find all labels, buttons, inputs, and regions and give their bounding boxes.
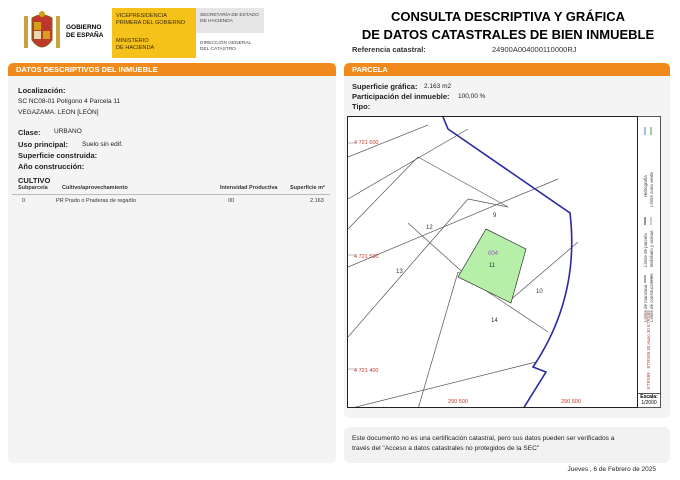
ministry-band: VICEPRESIDENCIA PRIMERA DEL GOBIERNO MINISTERIO DE HACIENDA bbox=[112, 8, 196, 58]
parcel-boundaries bbox=[348, 125, 578, 408]
projection-label: ETRS89 · ETRS89 30 Huso 30 ETRS89 bbox=[646, 310, 651, 389]
parcel-9-label: 9 bbox=[493, 213, 497, 219]
x-coord-2: 290 600 bbox=[561, 399, 581, 405]
x-coord-1: 290 500 bbox=[448, 399, 468, 405]
spain-coat-of-arms-icon bbox=[22, 10, 62, 56]
table-row-area: 2.163 bbox=[310, 198, 324, 204]
y-coord-2: 4 721 500 bbox=[354, 254, 379, 260]
crop-section-title: CULTIVO bbox=[18, 176, 51, 185]
parcel-11-label: 11 bbox=[489, 263, 496, 269]
legend-hydro: Hidrografía bbox=[643, 175, 648, 197]
use-value: Suelo sin edif. bbox=[82, 141, 123, 148]
government-label: GOBIERNO DE ESPAÑA bbox=[66, 24, 104, 39]
legend-parcel: Límite de parcela bbox=[643, 233, 648, 267]
parcel-map-drawing bbox=[348, 117, 638, 408]
scale-label: Escala: bbox=[640, 394, 658, 400]
directorate-label: DIRECCIÓN GENERAL DEL CATASTRO bbox=[200, 41, 252, 52]
location-line2: VEGAZAMA. LEON [LEÓN] bbox=[18, 109, 99, 116]
col-intensity: Intensidad Productiva bbox=[220, 185, 278, 191]
cadastral-ref-label: Referencia catastral: bbox=[352, 45, 426, 54]
y-coord-3: 4 721 400 bbox=[354, 368, 379, 374]
built-area-label: Superficie construida: bbox=[18, 151, 98, 160]
parcel-10-label: 10 bbox=[536, 289, 543, 295]
crop-table-header bbox=[12, 183, 330, 195]
document-date: Jueves , 6 de Febrero de 2025 bbox=[567, 466, 656, 473]
parcel-12-label: 12 bbox=[426, 225, 433, 231]
parcel-13-label: 13 bbox=[396, 269, 403, 275]
graphic-area-label: Superficie gráfica: bbox=[352, 82, 418, 91]
graphic-area-value: 2.163 m2 bbox=[424, 83, 452, 90]
class-value: URBANO bbox=[54, 128, 82, 135]
location-line1: SC NC08-01 Polígono 4 Parcela 11 bbox=[18, 98, 121, 105]
descriptive-data-tab: DATOS DESCRIPTIVOS DEL INMUEBLE bbox=[8, 63, 336, 76]
legend-green: Límite zona verde bbox=[649, 172, 654, 207]
page-title: CONSULTA DESCRIPTIVA Y GRÁFICA DE DATOS CATASTRALES DE BIEN INMUEBLE bbox=[361, 9, 655, 42]
parcel-code-label: 004 bbox=[488, 251, 499, 257]
participation-label: Participación del inmueble: bbox=[352, 92, 450, 101]
table-row-subparcel: 0 bbox=[22, 198, 26, 204]
cadastral-ref-value: 24900A004000110000RJ bbox=[492, 45, 577, 54]
disclaimer-text: Este documento no es una certificación catastral, pero sus datos pueden ser verificados a través del "Acceso a datos catastrales no protegidos de la SEC" bbox=[352, 435, 615, 452]
use-label: Uso principal: bbox=[18, 140, 69, 149]
cadastral-map[interactable] bbox=[347, 116, 638, 408]
map-scale bbox=[638, 393, 661, 408]
map-legend-strip bbox=[638, 116, 661, 408]
scale-value: 1/2000 bbox=[641, 400, 657, 406]
class-label: Clase: bbox=[18, 128, 41, 137]
table-row-crop: PR Prado o Praderas de regadío bbox=[56, 198, 137, 204]
participation-value: 100,00 % bbox=[458, 93, 486, 100]
type-label: Tipo: bbox=[352, 102, 371, 111]
col-crop: Cultivo/aprovechamiento bbox=[62, 185, 128, 191]
location-label: Localización: bbox=[18, 86, 66, 95]
parcel-tab: PARCELA bbox=[344, 63, 670, 76]
legend-block: Límite de manzana bbox=[643, 284, 648, 322]
table-row-intensity: 00 bbox=[228, 198, 235, 204]
parcel-14-label: 14 bbox=[491, 318, 498, 324]
col-area: Superficie m² bbox=[290, 185, 325, 191]
y-coord-1: 4 721 600 bbox=[354, 140, 379, 146]
construction-year-label: Año construcción: bbox=[18, 162, 85, 171]
col-subparcel: Subparcela bbox=[18, 185, 48, 191]
legend-furniture: Mobiliario y aceras bbox=[649, 230, 654, 267]
secretary-band: SECRETARÍA DE ESTADO DE HACIENDA bbox=[196, 8, 264, 33]
legend-construction: Límite de construcciones bbox=[649, 273, 654, 322]
descriptive-data-panel bbox=[8, 63, 336, 463]
